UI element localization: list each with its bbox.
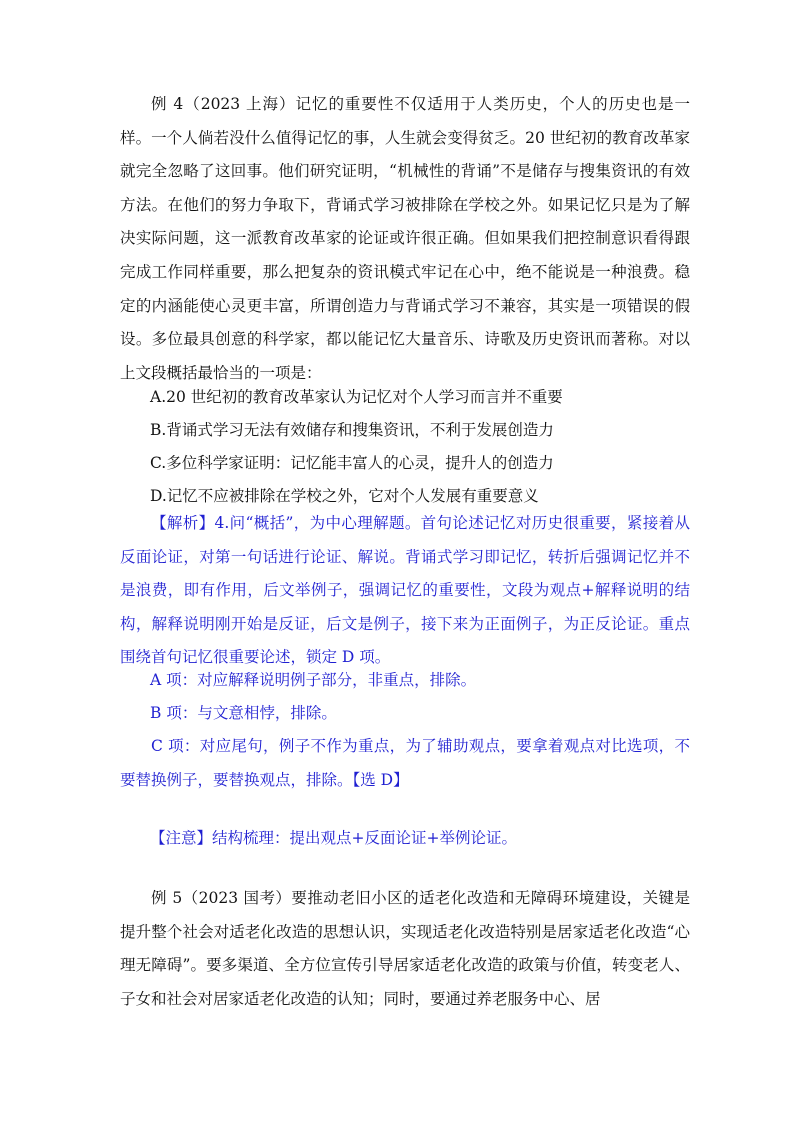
example-4-note-a: A 项：对应解释说明例子部分，非重点，排除。 [150, 671, 477, 689]
example-4-option-a: A.20 世纪初的教育改革家认为记忆对个人学习而言并不重要 [150, 388, 563, 406]
example-4-option-d: D.记忆不应被排除在学校之外，它对个人发展有重要意义 [150, 487, 539, 505]
example-4-analysis: 【解析】4.问“概括”，为中心理解题。首句论述记忆对历史很重要，紧接着从反面论证，对第一句话进行论证、解说。背诵式学习即记忆，转折后强调记忆并不是浪费，即有作用，后文举例子，强调记忆的重要性，文段为观点+解释说明的结构，解释说明刚开始是反证，后文是例子，接下来为正面例子，为正反论证。重点围绕首句记忆很重要论述，锁定 D 项。 [120, 514, 690, 667]
example-4-note-b: B 项：与文意相悖，排除。 [150, 704, 337, 722]
example-4-question: 例 4（2023 上海）记忆的重要性不仅适用于人类历史，个人的历史也是一样。一个人倘若没什么值得记忆的事，人生就会变得贫乏。20 世纪初的教育改革家就完全忽略了这回事。他们研究证明，“机械性的背诵”不是储存与搜集资讯的有效方法。在他们的努力争取下，背诵式学习被排除在学校之外。如果记忆只是为了解决实际问题，这一派教育改革家的论证或许很正确。但如果我们把控制意识看得跟完成工作同样重要，那么把复杂的资讯模式牢记在心中，绝不能说是一种浪费。稳定的内涵能使心灵更丰富，所谓创造力与背诵式学习不兼容，其实是一项错误的假设。多位最具创意的科学家，都以能记忆大量音乐、诗歌及历史资讯而著称。对以上文段概括最恰当的一项是： [120, 95, 690, 382]
example-4-option-b: B.背诵式学习无法有效储存和搜集资讯，不利于发展创造力 [150, 421, 554, 439]
example-4-attention: 【注意】结构梳理：提出观点+反面论证+举例论证。 [150, 829, 517, 847]
example-4-option-c: C.多位科学家证明：记忆能丰富人的心灵，提升人的创造力 [150, 454, 554, 472]
example-5-question: 例 5（2023 国考）要推动老旧小区的适老化改造和无障碍环境建设，关键是提升整个社会对适老化改造的思想认识，实现适老化改造特别是居家适老化改造“心理无障碍”。要多渠道、全方位宣传引导居家适老化改造的政策与价值，转变老人、子女和社会对居家适老化改造的认知；同时，要通过养老服务中心、居 [120, 889, 690, 1008]
example-4-note-c: C 项：对应尾句，例子不作为重点，为了辅助观点，要拿着观点对比选项，不要替换例子，要替换观点，排除。【选 D】 [120, 737, 690, 789]
